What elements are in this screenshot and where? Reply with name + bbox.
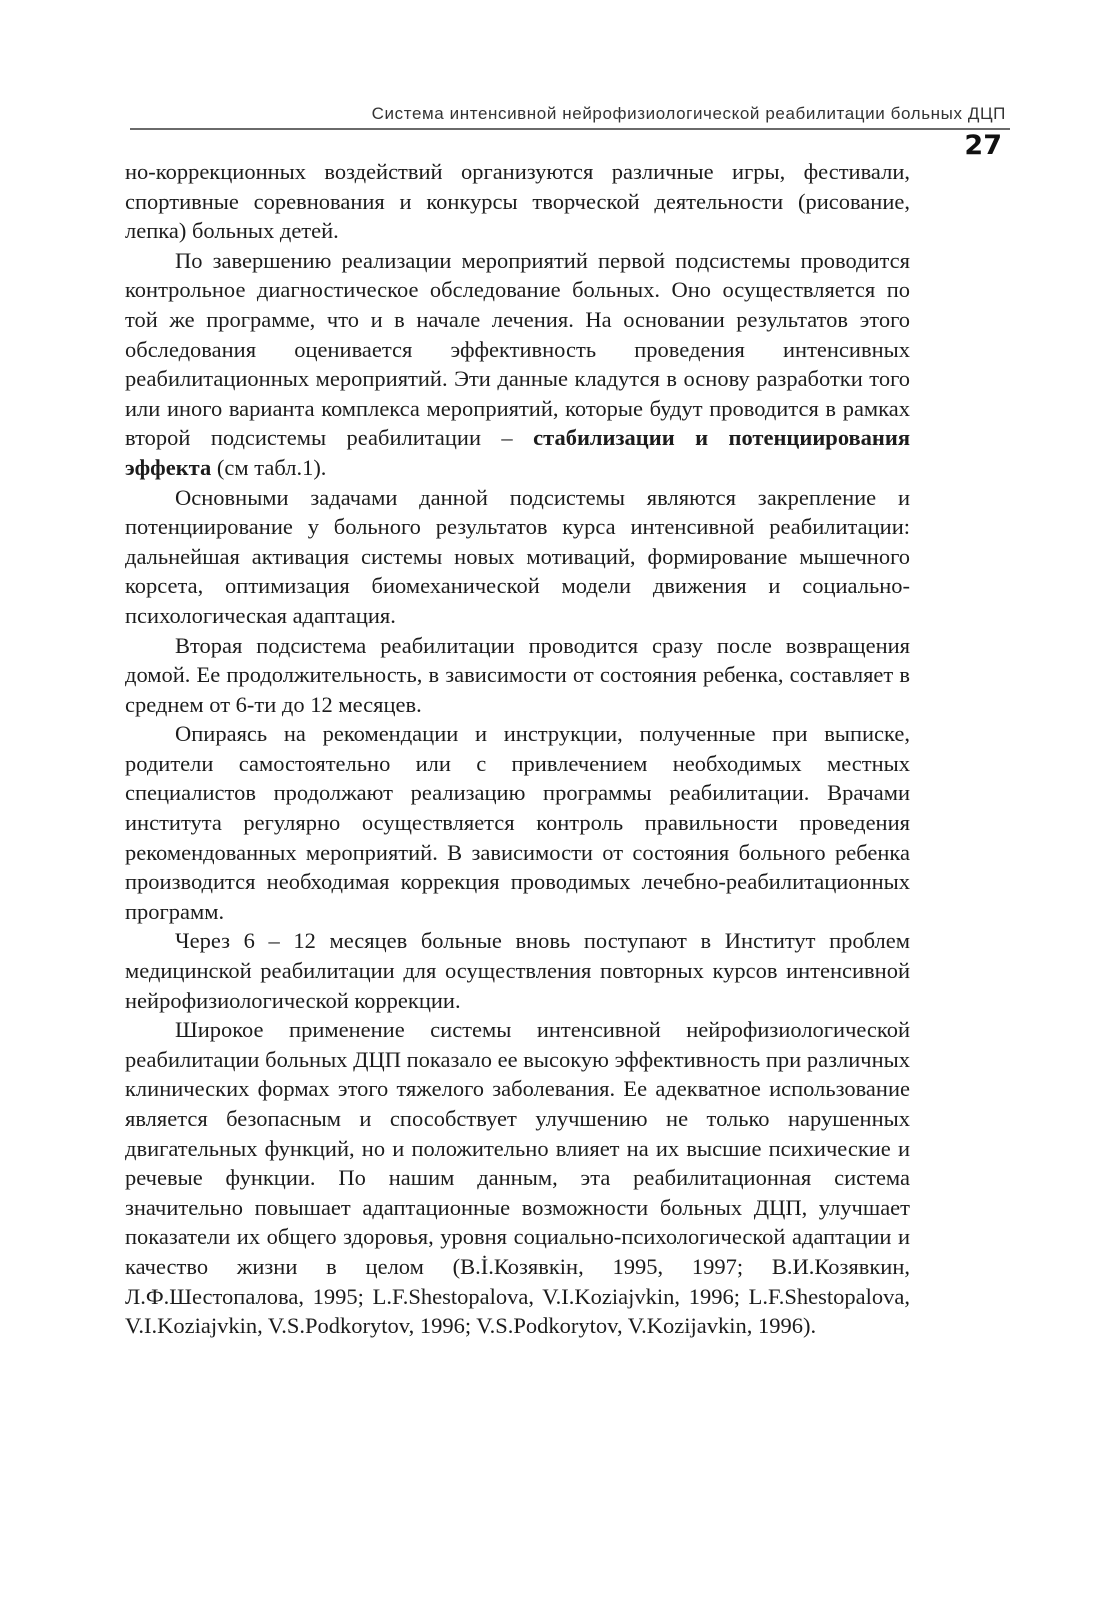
- paragraph-1: но-коррекционных воздействий организуются различные игры, фестивали, спортивные соревнования и конкурсы творческой деятельности (рисование, лепка) больных детей.: [125, 159, 910, 244]
- table-reference: (см табл.1).: [216, 454, 327, 480]
- paragraph-2: [125, 246, 910, 483]
- body-text: [125, 157, 910, 1341]
- paragraph-7: Широкое применение системы интенсивной нейрофизиологической реабилитации больных ДЦП показало ее высокую эффективность при различных клинических формах этого тяжелого заболевания. Ее адекватное использование является безопасным и способствует улучшению не только нарушенных двигательных функций, но и положительно влияет на их высшие психические и речевые функции. По нашим данным, эта реабилитационная система значительно повышает адаптационные возможности больных ДЦП, улучшает показатели их общего здоровья, уровня социально-психологической адаптации и качество жизни в целом (В.İ.Козявкін, 1995, 1997; В.И.Козявкин, Л.Ф.Шестопалова, 1995; L.F.Shestopalova, V.I.Koziajvkin, 1996; L.F.Shestopalova, V.I.Koziajvkin, V.S.Podkorytov, 1996; V.S.Podkorytov, V.Kozijavkin, 1996).: [125, 1017, 910, 1339]
- page-number: 27: [964, 130, 1002, 161]
- paragraph-4: Вторая подсистема реабилитации проводится сразу после возвращения домой. Ее продолжительность, в зависимости от состояния ребенка, составляет в среднем от 6-ти до 12 месяцев.: [125, 632, 910, 717]
- paragraph-6: Через 6 – 12 месяцев больные вновь поступают в Институт проблем медицинской реабилитации для осуществления повторных курсов интенсивной нейрофизиологической коррекции.: [125, 928, 910, 1013]
- paragraph-3: Основными задачами данной подсистемы являются закрепление и потенциирование у больного результатов курса интенсивной реабилитации: дальнейшая активация системы новых мотиваций, формирование мышечного корсета, оптимизация биомеханической модели движения и социально- психологическая адаптация.: [125, 484, 910, 628]
- emphasis-stabilization: стабилизации и потенциирования эффекта: [125, 425, 911, 480]
- running-header: [130, 104, 1010, 130]
- running-title: Система интенсивной нейрофизиологической реабилитации больных ДЦП: [371, 104, 1006, 123]
- paragraph-5: Опираясь на рекомендации и инструкции, полученные при выписке, родители самостоятельно или с привлечением необходимых местных специалистов продолжают реализацию программы реабилитации. Врачами института регулярно осуществляется контроль правильности проведения рекомендованных мероприятий. В зависимости от состояния больного ребенка производится необходимая коррекция проводимых лечебно-реабилитационных программ.: [125, 721, 910, 924]
- paragraph-2-text: По завершению реализации мероприятий первой подсистемы проводится контрольное диагностическое обследование больных. Оно осуществляется по той же программе, что и в начале лечения. На основании результатов этого обследования оценивается эффективность проведения интенсивных реабилитационных мероприятий. Эти данные кладутся в основу разработки того или иного варианта комплекса мероприятий, которые будут проводится в рамках второй подсистемы реабилитации –: [125, 247, 910, 451]
